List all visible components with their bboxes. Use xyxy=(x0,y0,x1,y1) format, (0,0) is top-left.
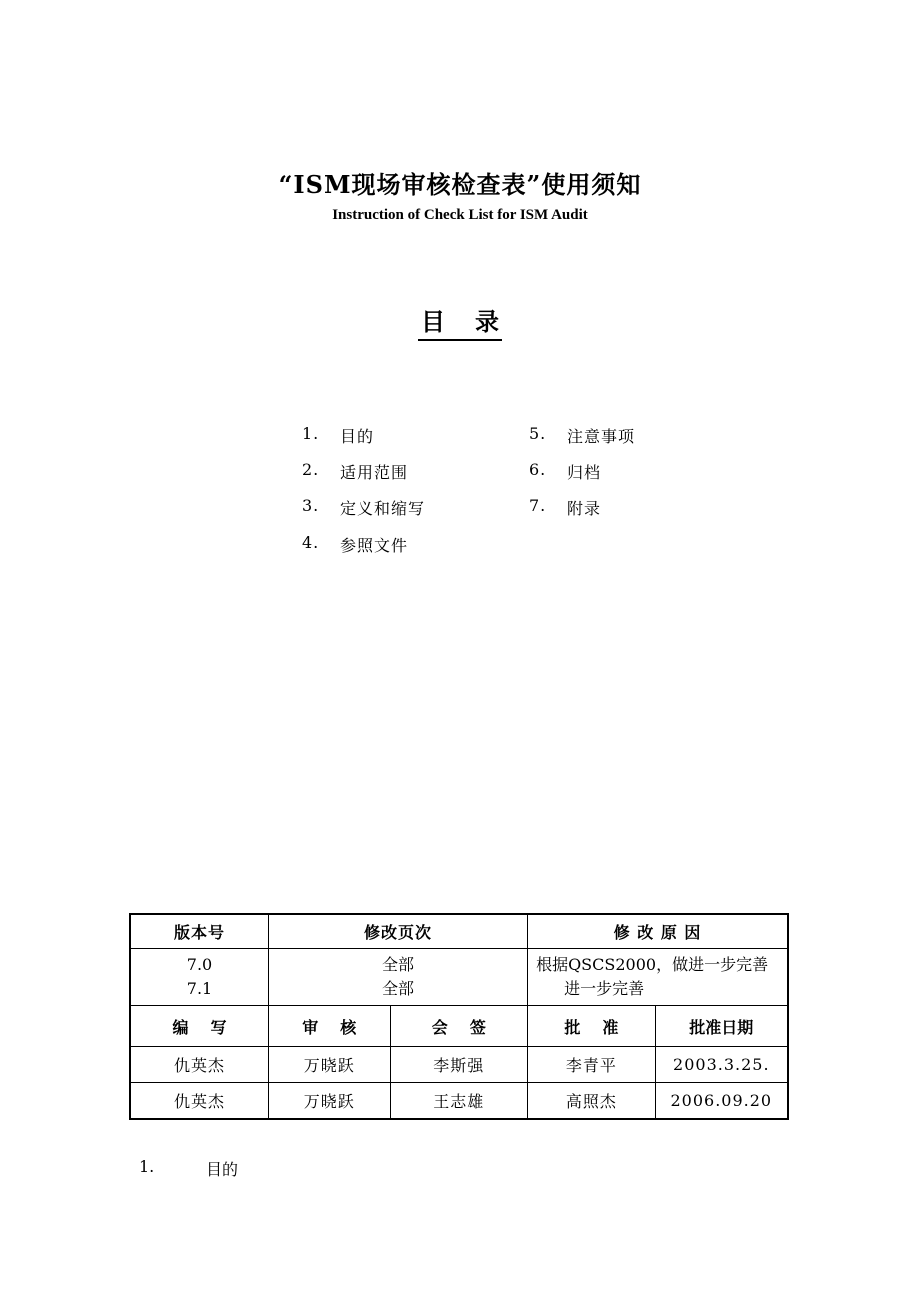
cosign-cell: 王志雄 xyxy=(390,1083,528,1120)
reviewer-cell: 万晓跃 xyxy=(269,1047,391,1083)
revision-table xyxy=(129,913,789,1120)
reviewer-cell: 万晓跃 xyxy=(269,1083,391,1120)
toc-heading-right: 录 xyxy=(475,307,499,336)
toc-item-number: 3. xyxy=(302,496,320,515)
cosign-cell: 李斯强 xyxy=(390,1047,528,1083)
signature-header-row xyxy=(130,1006,788,1047)
approve-date-cell: 2006.09.20 xyxy=(655,1083,788,1120)
cosign-header: 会 签 xyxy=(390,1006,528,1047)
toc-heading xyxy=(418,302,502,341)
version-cell xyxy=(130,949,269,1006)
reason-value: 进一步完善 xyxy=(564,979,645,998)
toc-item-number: 1. xyxy=(302,424,320,443)
approver-header: 批 准 xyxy=(528,1006,656,1047)
version-value: 7.1 xyxy=(186,979,213,998)
pages-value: 全部 xyxy=(382,979,415,998)
pages-cell xyxy=(269,949,528,1006)
revision-header-row xyxy=(130,914,788,949)
reviewer-header: 审 核 xyxy=(269,1006,391,1047)
approve-date-cell: 2003.3.25. xyxy=(655,1047,788,1083)
signature-row xyxy=(130,1047,788,1083)
toc-item-label: 适用范围 xyxy=(340,463,409,482)
toc-item-label: 目的 xyxy=(340,427,375,446)
version-header: 版本号 xyxy=(130,914,269,949)
approve-date-header: 批准日期 xyxy=(655,1006,788,1047)
pages-header: 修改页次 xyxy=(269,914,528,949)
section-number: 1. xyxy=(139,1157,155,1176)
approver-cell: 李青平 xyxy=(528,1047,656,1083)
signature-row xyxy=(130,1083,788,1120)
revision-data-row xyxy=(130,949,788,1006)
reason-cell xyxy=(528,949,788,1006)
approver-cell: 高照杰 xyxy=(528,1083,656,1120)
toc-item-label: 注意事项 xyxy=(567,427,636,446)
author-cell: 仇英杰 xyxy=(130,1083,269,1120)
toc-item-number: 5. xyxy=(529,424,547,443)
toc-item-number: 6. xyxy=(529,460,547,479)
toc-item-label: 定义和缩写 xyxy=(340,499,426,518)
toc-item-number: 4. xyxy=(302,533,320,552)
document-title: “ISM现场审核检查表”使用须知 xyxy=(278,170,642,199)
pages-value: 全部 xyxy=(382,955,415,974)
toc-item-number: 2. xyxy=(302,460,320,479)
version-value: 7.0 xyxy=(186,955,213,974)
reason-header: 修 改 原 因 xyxy=(528,914,788,949)
document-subtitle: Instruction of Check List for ISM Audit xyxy=(332,207,588,223)
toc-item-label: 附录 xyxy=(567,499,602,518)
toc-item-label: 归档 xyxy=(567,463,602,482)
author-cell: 仇英杰 xyxy=(130,1047,269,1083)
toc-item-number: 7. xyxy=(529,496,547,515)
reason-value: 根据QSCS2000，做进一步完善 xyxy=(536,955,769,974)
section-title: 目的 xyxy=(206,1160,239,1179)
toc-heading-left: 目 xyxy=(421,307,445,336)
toc-item-label: 参照文件 xyxy=(340,536,409,555)
author-header: 编 写 xyxy=(130,1006,269,1047)
